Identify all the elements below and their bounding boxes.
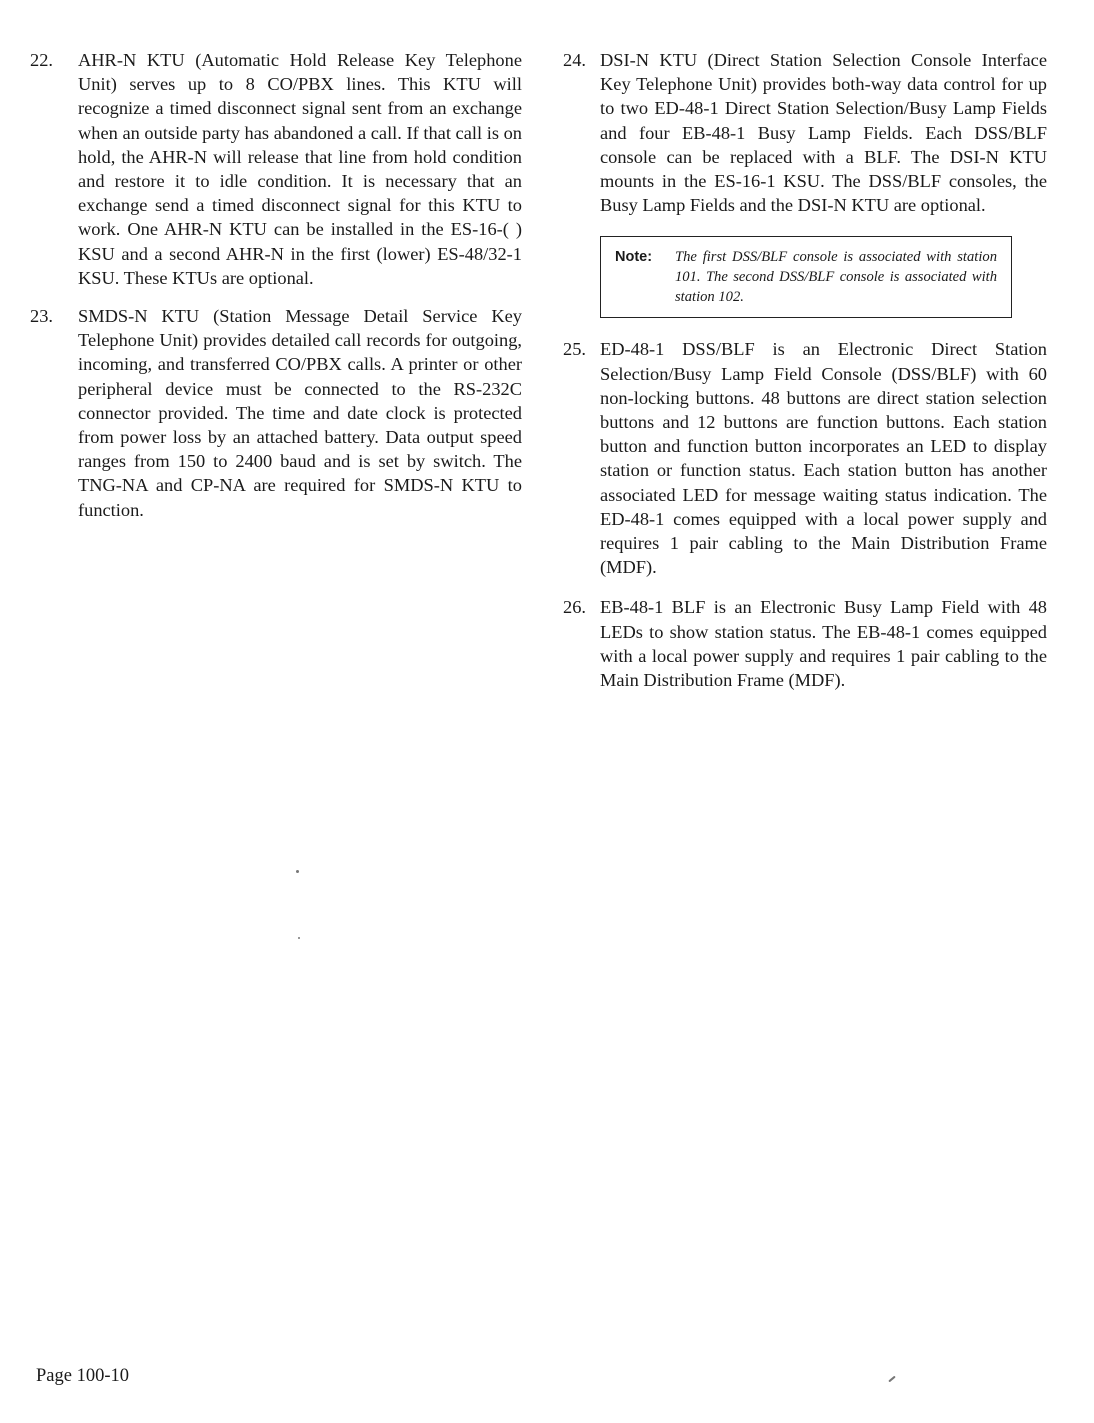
item-text: EB-48-1 BLF is an Electronic Busy Lamp Field with 48 LEDs to show station status. The EB-48-1 comes equipped with a local power supply and requires 1 pair cabling to the Main Distribution Frame (MDF).	[600, 597, 1047, 691]
scan-speck	[888, 1376, 895, 1383]
scan-speck	[298, 937, 300, 939]
item-text: DSI-N KTU (Direct Station Selection Console Interface Key Telephone Unit) provides both-way data control for up to two ED-48-1 Direct Station Selection/Busy Lamp Fields and four EB-48-1 Busy Lamp Fields. Each DSS/BLF console can be replaced with a BLF. The DSI-N KTU mounts in the ES-16-1 KSU. The DSS/BLF consoles, the Busy Lamp Fields and the DSI-N KTU are optional.	[600, 50, 1047, 216]
list-item-25	[563, 337, 1047, 579]
scan-speck	[296, 870, 299, 873]
item-number: 25.	[563, 339, 586, 360]
page-number: Page 100-10	[36, 1366, 129, 1386]
right-column	[563, 48, 1047, 692]
note-box	[600, 236, 1012, 318]
note-text: The first DSS/BLF console is associated with station 101. The second DSS/BLF console is associated with station 102.	[675, 249, 997, 306]
list-item-23	[30, 304, 522, 522]
item-number: 23.	[30, 306, 53, 327]
item-text: AHR-N KTU (Automatic Hold Release Key Telephone Unit) serves up to 8 CO/PBX lines. This KTU will recognize a timed disconnect signal sent from an exchange when an outside party has abandoned a call. If that call is on hold, the AHR-N will release that line from hold condition and restore it to idle condition. It is necessary that an exchange send a timed disconnect signal for this KTU to work. One AHR-N KTU can be installed in the ES-16-( ) KSU and a second AHR-N in the first (lower) ES-48/32-1 KSU. These KTUs are optional.	[78, 50, 522, 288]
list-item-26	[563, 595, 1047, 692]
list-item-22	[30, 48, 522, 290]
item-text: ED-48-1 DSS/BLF is an Electronic Direct Station Selection/Busy Lamp Field Console (DSS/BLF) with 60 non-locking buttons. 48 buttons are direct station selection buttons and 12 buttons are function buttons. Each station button and function button incorporates an LED to display station or function status. Each station button has another associated LED for message waiting status indication. The ED-48-1 comes equipped with a local power supply and requires 1 pair cabling to the Main Distribution Frame (MDF).	[600, 339, 1047, 578]
item-number: 24.	[563, 50, 586, 70]
item-number: 22.	[30, 50, 53, 70]
item-number: 26.	[563, 597, 586, 618]
item-text: SMDS-N KTU (Station Message Detail Service Key Telephone Unit) provides detailed call records for outgoing, incoming, and transferred CO/PBX calls. A printer or other peripheral device must be connected to the RS-232C connector provided. The time and date clock is protected from power loss by an attached battery. Data output speed ranges from 150 to 2400 baud and is set by switch. The TNG-NA and CP-NA are required for SMDS-N KTU to function.	[78, 306, 522, 520]
note-label: Note:	[615, 249, 653, 266]
list-item-24	[563, 48, 1047, 217]
left-column	[30, 48, 522, 522]
